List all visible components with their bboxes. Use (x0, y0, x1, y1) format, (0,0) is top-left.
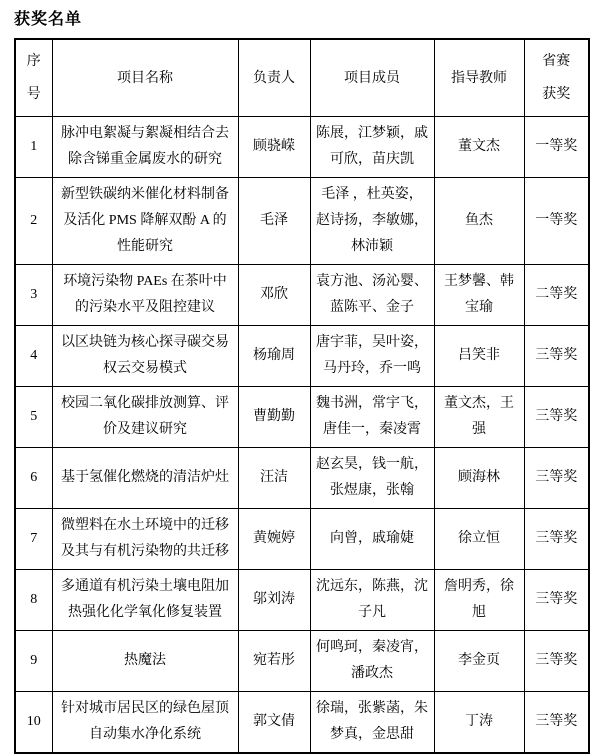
col-header-members (310, 39, 434, 117)
cell-award: 三等奖 (524, 692, 589, 754)
cell-index: 2 (15, 178, 52, 265)
table-row (15, 570, 589, 631)
cell-award: 三等奖 (524, 509, 589, 570)
cell-leader: 黄婉婷 (238, 509, 310, 570)
cell-advisors: 董文杰 (434, 117, 524, 178)
cell-index: 8 (15, 570, 52, 631)
cell-members: 袁方池、汤沁婴、蓝陈平、金子 (310, 265, 434, 326)
col-header-provincial-award-label: 省赛获奖 (542, 54, 571, 102)
table-row (15, 265, 589, 326)
cell-members: 沈远东，陈燕，沈子凡 (310, 570, 434, 631)
cell-index: 4 (15, 326, 52, 387)
col-header-project-name (52, 39, 238, 117)
cell-leader: 毛泽 (238, 178, 310, 265)
cell-award: 一等奖 (524, 178, 589, 265)
col-header-leader-label: 负责人 (253, 70, 295, 86)
cell-award: 三等奖 (524, 326, 589, 387)
cell-index: 6 (15, 448, 52, 509)
cell-members: 唐宇菲，吴叶姿，马丹玲，乔一鸣 (310, 326, 434, 387)
cell-index: 9 (15, 631, 52, 692)
cell-index: 3 (15, 265, 52, 326)
page-title: 获奖名单 (14, 11, 83, 28)
table-body (15, 117, 589, 754)
cell-award: 三等奖 (524, 570, 589, 631)
cell-leader: 邓欣 (238, 265, 310, 326)
col-header-index (15, 39, 52, 117)
cell-advisors: 王梦馨、韩宝瑜 (434, 265, 524, 326)
table-row (15, 448, 589, 509)
cell-project-name: 环境污染物 PAEs 在茶叶中的污染水平及阻控建议 (52, 265, 238, 326)
cell-project-name: 脉冲电絮凝与絮凝相结合去除含锑重金属废水的研究 (52, 117, 238, 178)
cell-project-name: 微塑料在水土环境中的迁移及其与有机污染物的共迁移 (52, 509, 238, 570)
cell-advisors: 徐立恒 (434, 509, 524, 570)
col-header-index-label: 序号 (26, 54, 41, 102)
cell-leader: 汪洁 (238, 448, 310, 509)
cell-index: 10 (15, 692, 52, 754)
cell-index: 7 (15, 509, 52, 570)
header-row (15, 39, 589, 117)
cell-leader: 邬刘涛 (238, 570, 310, 631)
cell-award: 三等奖 (524, 387, 589, 448)
cell-members: 毛泽 ，杜英姿，赵诗扬，李敏娜，林沛颖 (310, 178, 434, 265)
cell-advisors: 李金页 (434, 631, 524, 692)
cell-project-name: 校园二氧化碳排放测算、评价及建议研究 (52, 387, 238, 448)
table-row (15, 387, 589, 448)
table-row (15, 631, 589, 692)
cell-members: 徐瑞，张紫菡，朱梦真，金思甜 (310, 692, 434, 754)
cell-project-name: 以区块链为核心探寻碳交易权云交易模式 (52, 326, 238, 387)
cell-advisors: 董文杰，王强 (434, 387, 524, 448)
cell-advisors: 吕笑非 (434, 326, 524, 387)
cell-award: 一等奖 (524, 117, 589, 178)
col-header-leader (238, 39, 310, 117)
cell-leader: 郭文倩 (238, 692, 310, 754)
col-header-advisors-label: 指导教师 (451, 70, 507, 86)
table-header (15, 39, 589, 117)
table-row (15, 326, 589, 387)
cell-members: 赵玄昊，钱一航，张煜康，张翰 (310, 448, 434, 509)
col-header-members-label: 项目成员 (344, 70, 400, 86)
cell-project-name: 多通道有机污染土壤电阻加热强化化学氧化修复装置 (52, 570, 238, 631)
col-header-advisors (434, 39, 524, 117)
cell-leader: 曹勤勤 (238, 387, 310, 448)
cell-project-name: 针对城市居民区的绿色屋顶自动集水净化系统 (52, 692, 238, 754)
awards-table (14, 38, 590, 754)
table-row (15, 692, 589, 754)
table-row (15, 509, 589, 570)
cell-award: 二等奖 (524, 265, 589, 326)
cell-members: 魏书洲，常宇飞，唐佳一，秦凌霄 (310, 387, 434, 448)
cell-project-name: 基于氢催化燃烧的清洁炉灶 (52, 448, 238, 509)
col-header-project-name-label: 项目名称 (117, 70, 173, 86)
cell-leader: 杨瑜周 (238, 326, 310, 387)
cell-members: 向曾，戚瑜婕 (310, 509, 434, 570)
cell-advisors: 鱼杰 (434, 178, 524, 265)
cell-members: 陈展，江梦颖，戚可欣，苗庆凯 (310, 117, 434, 178)
cell-leader: 宛若彤 (238, 631, 310, 692)
cell-members: 何鸣珂，秦凌宵，潘政杰 (310, 631, 434, 692)
cell-project-name: 新型铁碳纳米催化材料制备及活化 PMS 降解双酚 A 的性能研究 (52, 178, 238, 265)
cell-advisors: 詹明秀，徐旭 (434, 570, 524, 631)
cell-leader: 顾骁嵘 (238, 117, 310, 178)
cell-advisors: 顾海林 (434, 448, 524, 509)
cell-index: 5 (15, 387, 52, 448)
cell-index: 1 (15, 117, 52, 178)
cell-award: 三等奖 (524, 448, 589, 509)
col-header-provincial-award (524, 39, 589, 117)
cell-project-name: 热魔法 (52, 631, 238, 692)
table-row (15, 178, 589, 265)
table-row (15, 117, 589, 178)
cell-advisors: 丁涛 (434, 692, 524, 754)
cell-award: 三等奖 (524, 631, 589, 692)
